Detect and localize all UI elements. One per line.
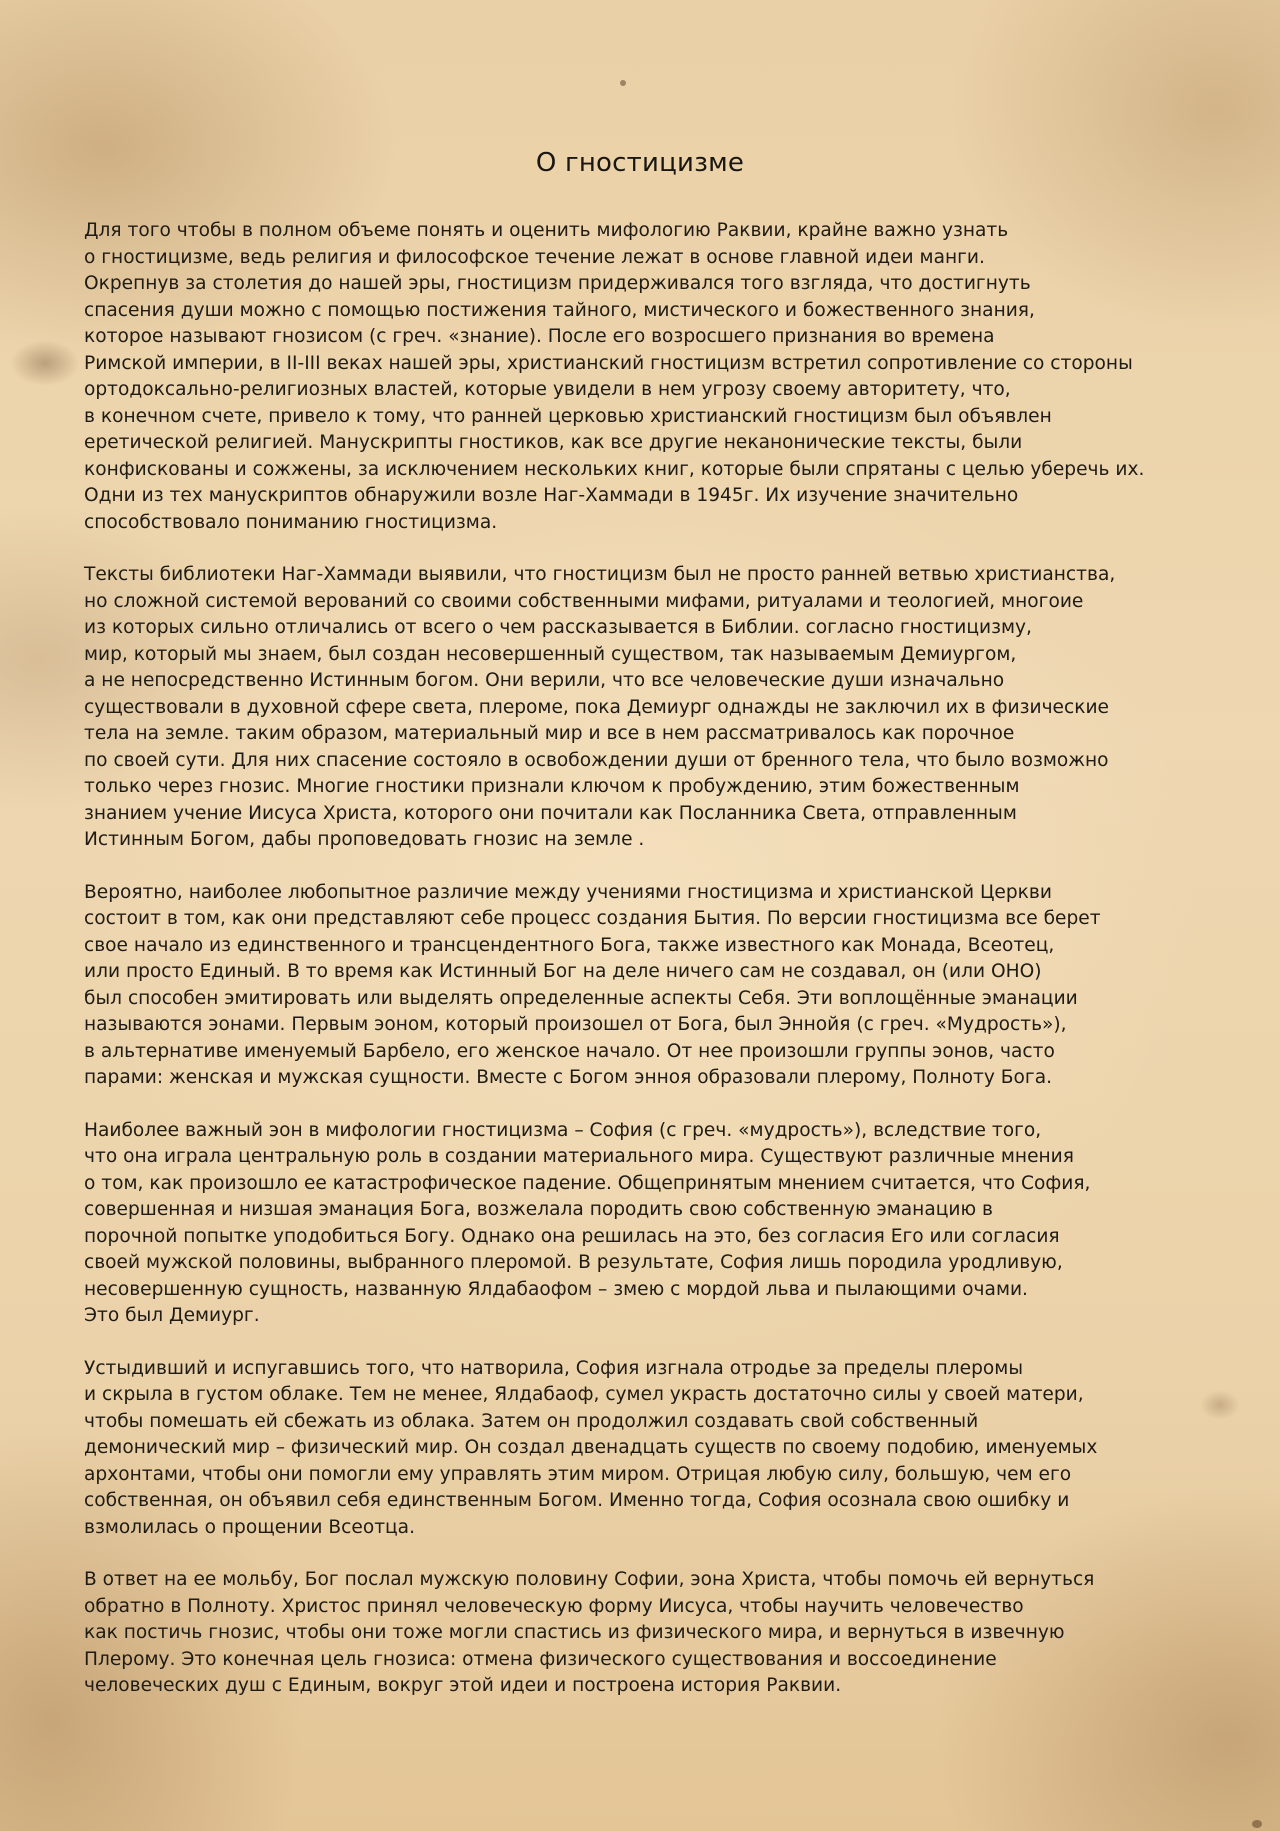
- page-title: О гностицизме: [535, 148, 745, 178]
- text-line: обратно в Полноту. Христос принял человеческую форму Иисуса, чтобы научить человечество: [84, 1595, 1024, 1617]
- text-line: чтобы помешать ей сбежать из облака. Затем он продолжил создавать свой собственный: [84, 1410, 979, 1432]
- paper-speck: [620, 80, 626, 86]
- text-line: знанием учение Иисуса Христа, которого они почитали как Посланника Света, отправленным: [84, 802, 1017, 824]
- text-line: Тексты библиотеки Наг-Хаммади выявили, что гностицизм был не просто ранней ветвью христианства,: [84, 564, 1116, 585]
- paragraph: [84, 1356, 1264, 1542]
- text-line: по своей сути. Для них спасение состояло в освобождении души от бренного тела, что было возможно: [84, 749, 1109, 771]
- text-line: Истинным Богом, дабы проповедовать гнозис на земле .: [84, 829, 645, 850]
- text-line: о гностицизме, ведь религия и философское течение лежат в основе главной идеи манги.: [84, 246, 985, 268]
- text-line: а не непосредственно Истинным богом. Они верили, что все человеческие души изначально: [84, 670, 1005, 691]
- text-line: спасения души можно с помощью постижения тайного, мистического и божественного знания,: [84, 299, 1035, 321]
- text-line: Одни из тех манускриптов обнаружили возле Наг-Хаммади в 1945г. Их изучение значительно: [84, 485, 1019, 506]
- paragraph: [84, 880, 1264, 1092]
- text-line: Наиболее важный эон в мифологии гностицизма – София (с греч. «мудрость»), вследствие того,: [84, 1119, 1042, 1141]
- text-line: и скрыла в густом облаке. Тем не менее, Ялдабаоф, сумел украсть достаточно силы у своей матери,: [84, 1384, 1084, 1405]
- paragraph: [84, 562, 1264, 854]
- text-line: Римской империи, в II-III веках нашей эры, христианский гностицизм встретил сопротивление со стороны: [84, 352, 1133, 374]
- text-line: ортодоксально-религиозных властей, которые увидели в нем угрозу своему авторитету, что,: [84, 379, 1011, 400]
- text-line: своей мужской половины, выбранного плеромой. В результате, София лишь породила уродливую,: [84, 1252, 1063, 1273]
- text-line: только через гнозис. Многие гностики признали ключом к пробуждению, этим божественным: [84, 776, 1020, 797]
- text-line: совершенная и низшая эманация Бога, возжелала породить свою собственную эманацию в: [84, 1199, 993, 1220]
- article-body: [84, 218, 1264, 1726]
- text-line: существовали в духовной сфере света, плероме, пока Демиург однажды не заключил их в физические: [84, 696, 1109, 718]
- text-line: архонтами, чтобы они помогли ему управлять этим миром. Отрицая любую силу, большую, чем его: [84, 1463, 1072, 1485]
- text-line: конфискованы и сожжены, за исключением нескольких книг, которые были спрятаны с целью уберечь их.: [84, 458, 1145, 480]
- text-line: Вероятно, наиболее любопытное различие между учениями гностицизма и христианской Церкви: [84, 881, 1052, 903]
- text-line: Для того чтобы в полном объеме понять и оценить мифологию Раквии, крайне важно узнать: [84, 220, 1009, 241]
- text-line: человеческих душ с Единым, вокруг этой идеи и построена история Раквии.: [84, 1675, 842, 1696]
- text-line: Плерому. Это конечная цель гнозиса: отмена физического существования и воссоединение: [84, 1648, 997, 1670]
- paragraph: [84, 218, 1264, 536]
- text-line: мир, который мы знаем, был создан несовершенный существом, так называемым Демиургом,: [84, 643, 1017, 665]
- paragraph: [84, 1118, 1264, 1330]
- paper-speck: [1252, 1820, 1262, 1828]
- text-line: из которых сильно отличались от всего о чем рассказывается в Библии. согласно гностицизму,: [84, 617, 1032, 638]
- text-line: порочной попытке уподобиться Богу. Однако она решилась на это, без согласия Его или согласия: [84, 1225, 1060, 1247]
- text-line: был способен эмитировать или выделять определенные аспекты Себя. Эти воплощённые эманации: [84, 987, 1078, 1009]
- text-line: тела на земле. таким образом, материальный мир и все в нем рассматривалось как порочное: [84, 723, 1015, 744]
- text-line: в альтернативе именуемый Барбело, его женское начало. От нее произошли группы эонов, часто: [84, 1040, 1055, 1062]
- text-line: демонический мир – физический мир. Он создал двенадцать существ по своему подобию, именуемых: [84, 1437, 1098, 1458]
- text-line: или просто Единый. В то время как Истинный Бог на деле ничего сам не создавал, он (или ОНО): [84, 961, 1042, 982]
- text-line: взмолилась о прощении Всеотца.: [84, 1516, 415, 1538]
- text-line: Окрепнув за столетия до нашей эры, гностицизм придерживался того взгляда, что достигнуть: [84, 273, 1031, 294]
- text-line: как постичь гнозис, чтобы они тоже могли спастись из физического мира, и вернуться в извечную: [84, 1622, 1065, 1643]
- text-line: Устыдивший и испугавшись того, что натворила, София изгнала отродье за пределы плеромы: [84, 1357, 1024, 1379]
- text-line: о том, как произошло ее катастрофическое падение. Общепринятым мнением считается, что София,: [84, 1172, 1091, 1194]
- text-line: которое называют гнозисом (с греч. «знание). После его возросшего признания во времена: [84, 326, 995, 347]
- text-line: В ответ на ее мольбу, Бог послал мужскую половину Софии, эона Христа, чтобы помочь ей вернуться: [84, 1569, 1095, 1590]
- text-line: еретической религией. Манускрипты гностиков, как все другие неканонические тексты, были: [84, 432, 1023, 453]
- text-line: способствовало пониманию гностицизма.: [84, 511, 498, 533]
- text-line: в конечном счете, привело к тому, что ранней церковью христианский гностицизм был объявлен: [84, 405, 1052, 427]
- text-line: парами: женская и мужская сущности. Вместе с Богом энноя образовали плерому, Полноту Бога.: [84, 1067, 1053, 1088]
- text-line: что она играла центральную роль в создании материального мира. Существуют различные мнения: [84, 1146, 1074, 1167]
- text-line: собственная, он объявил себя единственным Богом. Именно тогда, София осознала свою ошибку и: [84, 1490, 1070, 1511]
- text-line: называются эонами. Первым эоном, который произошел от Бога, был Эннойя (с греч. «Мудрость»),: [84, 1014, 1067, 1035]
- paragraph: [84, 1567, 1264, 1700]
- text-line: несовершенную сущность, названную Ялдабаофом – змею с мордой льва и пылающими очами.: [84, 1278, 1028, 1300]
- paper-stain: [10, 340, 80, 386]
- text-line: но сложной системой верований со своими собственными мифами, ритуалами и теологией, многоие: [84, 590, 1084, 612]
- text-line: состоит в том, как они представляют себе процесс создания Бытия. По версии гностицизма все берет: [84, 908, 1101, 929]
- text-line: свое начало из единственного и трансцендентного Бога, также известного как Монада, Всеотец,: [84, 934, 1055, 956]
- text-line: Это был Демиург.: [84, 1305, 260, 1326]
